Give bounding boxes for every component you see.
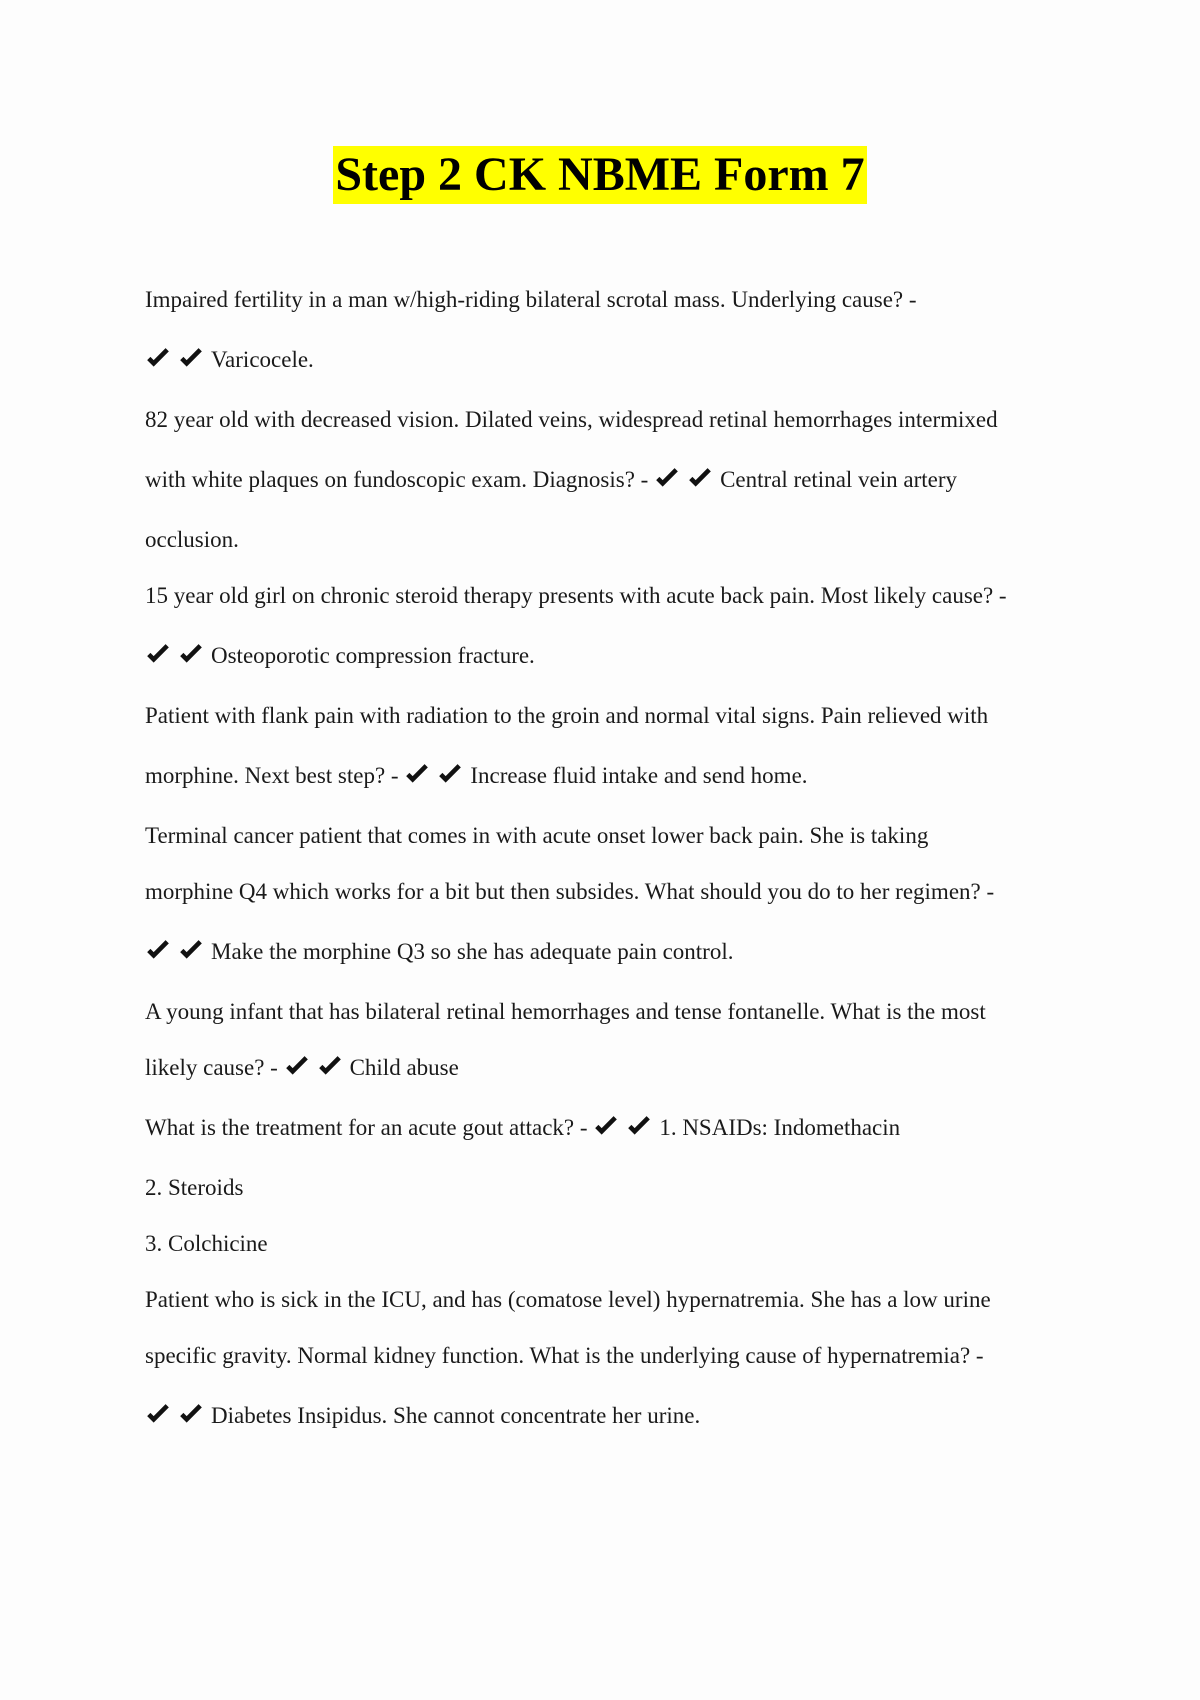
question-text: likely cause? - <box>145 1055 278 1080</box>
qa-7-answer-line-2 <box>145 1166 1065 1222</box>
qa-2-answer-line-2 <box>145 518 1065 574</box>
answer-checks <box>145 634 211 678</box>
checkmark-icon <box>626 1111 656 1137</box>
checkmark-icon <box>178 343 208 369</box>
qa-8-answer-line-1 <box>145 1394 1065 1454</box>
answer-text: Osteoporotic compression fracture. <box>211 643 535 668</box>
question-text: Patient who is sick in the ICU, and has (comatose level) hypernatremia. She has a low urine <box>145 1287 991 1312</box>
checkmark-icon <box>145 639 175 665</box>
qa-5-answer-line-1 <box>145 930 1065 990</box>
checkmark-icon <box>145 1399 175 1425</box>
answer-text: Varicocele. <box>211 347 314 372</box>
checkmark-icon <box>145 343 175 369</box>
answer-text: 2. Steroids <box>145 1175 244 1200</box>
page-title: Step 2 CK NBME Form 7 <box>333 146 866 204</box>
question-text: Patient with flank pain with radiation to the groin and normal vital signs. Pain relieved with <box>145 703 989 728</box>
qa-7-answer-line-3 <box>145 1222 1065 1278</box>
qa-6-question-line-2 <box>145 1046 1065 1106</box>
qa-2-question-line-1 <box>145 398 1065 458</box>
answer-text: 3. Colchicine <box>145 1231 268 1256</box>
checkmark-icon <box>404 759 434 785</box>
checkmark-icon <box>687 463 717 489</box>
qa-2-question-line-2 <box>145 458 1065 518</box>
question-text: Impaired fertility in a man w/high-riding bilateral scrotal mass. Underlying cause? - <box>145 287 917 312</box>
qa-1-answer-line-1 <box>145 338 1065 398</box>
question-text: 82 year old with decreased vision. Dilated veins, widespread retinal hemorrhages intermixed <box>145 407 998 432</box>
checkmark-icon <box>178 1399 208 1425</box>
answer-text: Increase fluid intake and send home. <box>470 763 808 788</box>
question-text: with white plaques on fundoscopic exam. Diagnosis? - <box>145 467 649 492</box>
question-text: specific gravity. Normal kidney function. What is the underlying cause of hypernatremia? - <box>145 1343 984 1368</box>
qa-3-question-line-1 <box>145 574 1065 634</box>
checkmark-icon <box>145 935 175 961</box>
checkmark-icon <box>178 935 208 961</box>
answer-checks <box>145 1394 211 1438</box>
checkmark-icon <box>317 1051 347 1077</box>
checkmark-icon <box>593 1111 623 1137</box>
qa-4-question-line-1 <box>145 694 1065 754</box>
qa-5-question-line-2 <box>145 870 1065 930</box>
qa-4-question-line-2 <box>145 754 1065 814</box>
question-text: morphine. Next best step? - <box>145 763 399 788</box>
title-wrap <box>0 146 1200 204</box>
answer-checks <box>593 1106 659 1150</box>
qa-6-question-line-1 <box>145 990 1065 1046</box>
question-text: What is the treatment for an acute gout attack? - <box>145 1115 588 1140</box>
qa-body <box>145 278 1065 1454</box>
qa-5-question-line-1 <box>145 814 1065 870</box>
answer-checks <box>284 1046 350 1090</box>
answer-text: Diabetes Insipidus. She cannot concentrate her urine. <box>211 1403 701 1428</box>
question-text: 15 year old girl on chronic steroid therapy presents with acute back pain. Most likely cause? - <box>145 583 1007 608</box>
answer-text: Central retinal vein artery <box>720 467 958 492</box>
qa-3-answer-line-1 <box>145 634 1065 694</box>
checkmark-icon <box>654 463 684 489</box>
answer-text: 1. NSAIDs: Indomethacin <box>659 1115 901 1140</box>
answer-checks <box>145 930 211 974</box>
question-text: Terminal cancer patient that comes in with acute onset lower back pain. She is taking <box>145 823 929 848</box>
question-text: A young infant that has bilateral retinal hemorrhages and tense fontanelle. What is the most <box>145 999 986 1024</box>
answer-text: Child abuse <box>349 1055 459 1080</box>
qa-7-question-line-1 <box>145 1106 1065 1166</box>
answer-text: Make the morphine Q3 so she has adequate pain control. <box>211 939 734 964</box>
qa-8-question-line-1 <box>145 1278 1065 1334</box>
checkmark-icon <box>284 1051 314 1077</box>
checkmark-icon <box>178 639 208 665</box>
qa-8-question-line-2 <box>145 1334 1065 1394</box>
question-text: morphine Q4 which works for a bit but then subsides. What should you do to her regimen? - <box>145 879 995 904</box>
answer-text: occlusion. <box>145 527 239 552</box>
answer-checks <box>145 338 211 382</box>
answer-checks <box>654 458 720 502</box>
qa-1-question-line-1 <box>145 278 1065 338</box>
checkmark-icon <box>437 759 467 785</box>
answer-checks <box>404 754 470 798</box>
